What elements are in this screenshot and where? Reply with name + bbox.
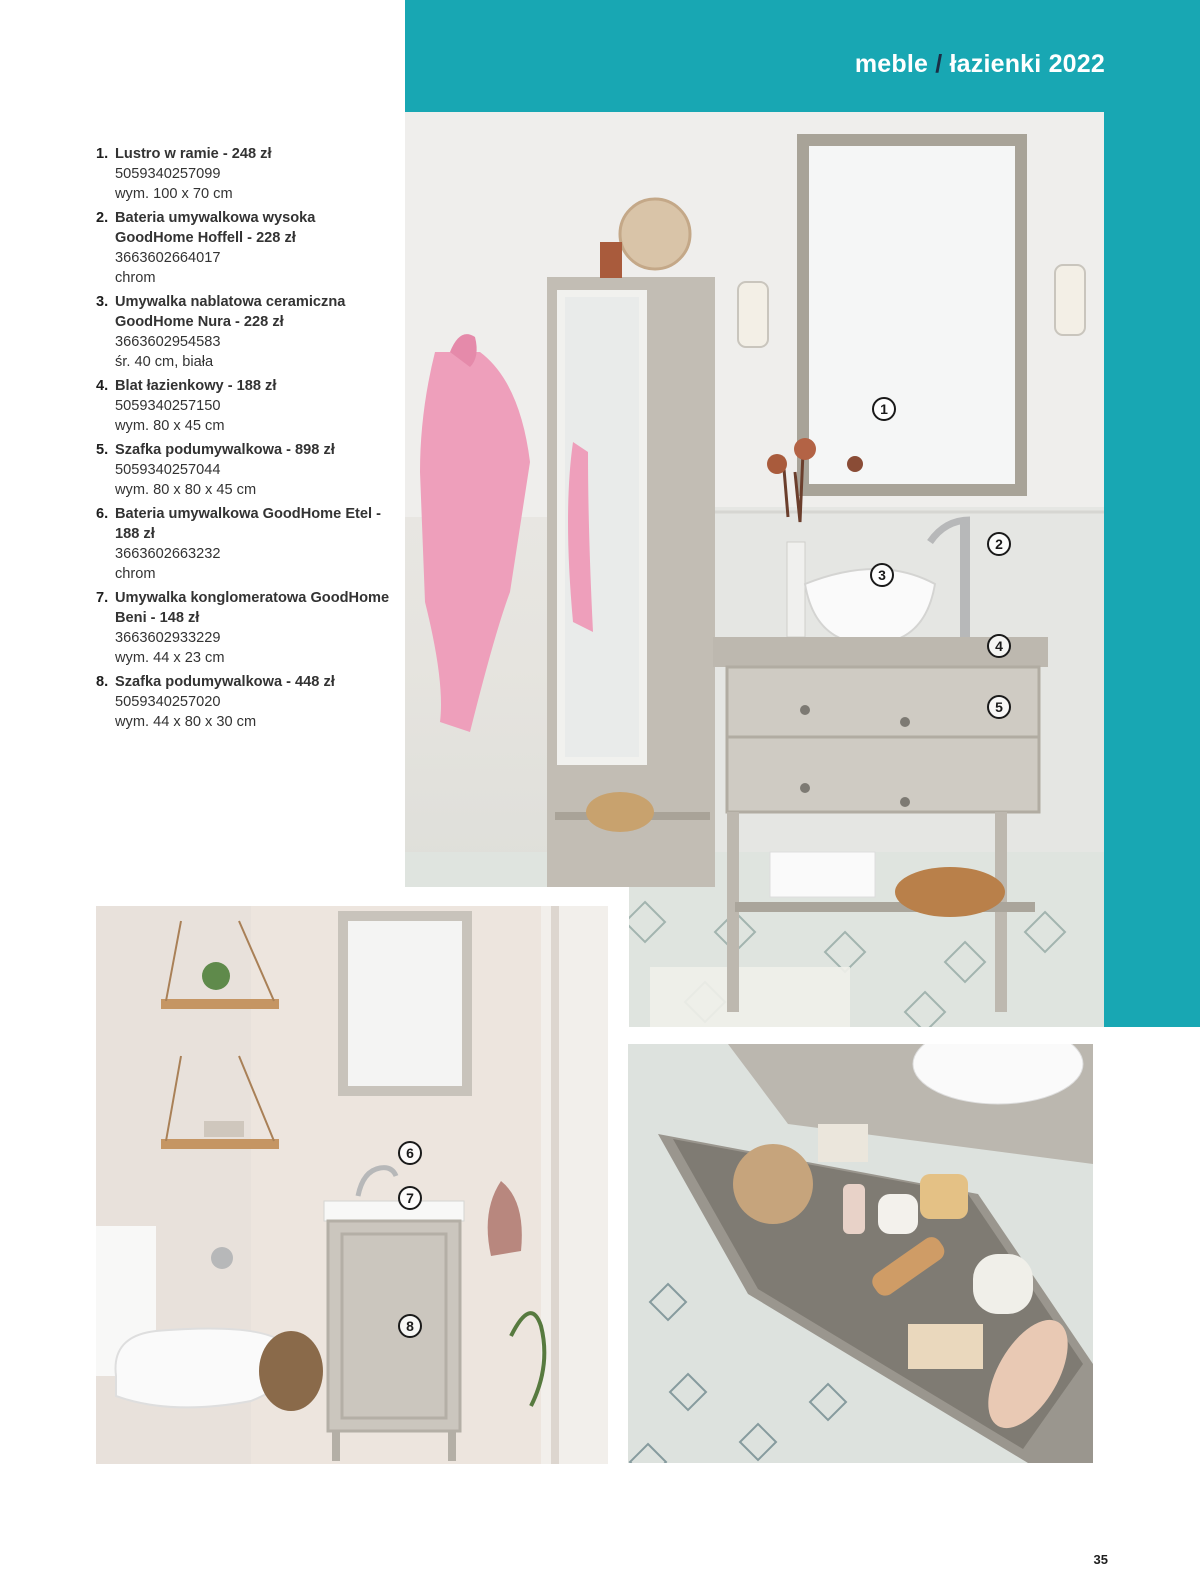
drawer-detail-illustration <box>628 1044 1093 1463</box>
product-name: Bateria umywalkowa GoodHome Etel - 188 zł <box>115 506 381 542</box>
product-ean: 3663602933229 <box>115 630 221 646</box>
product-detail: chrom <box>115 270 156 286</box>
product-ean: 3663602954583 <box>115 334 221 350</box>
product-detail: wym. 44 x 80 x 30 cm <box>115 714 257 730</box>
small-bathroom-illustration <box>96 906 608 1464</box>
product-ean: 3663602663232 <box>115 546 221 562</box>
product-item <box>96 144 396 204</box>
product-number: 4. <box>96 378 109 394</box>
callout-7: 7 <box>398 1186 422 1210</box>
product-item <box>96 588 396 668</box>
product-number: 3. <box>96 294 109 310</box>
product-ean: 3663602664017 <box>115 250 221 266</box>
product-detail: wym. 100 x 70 cm <box>115 186 233 202</box>
product-detail: wym. 80 x 45 cm <box>115 418 225 434</box>
product-detail: śr. 40 cm, biała <box>115 354 214 370</box>
product-number: 5. <box>96 442 109 458</box>
product-name: Umywalka konglomeratowa GoodHome Beni - 148 zł <box>115 590 390 626</box>
drawer-detail-photo <box>628 1044 1093 1463</box>
product-item <box>96 440 396 500</box>
callout-6: 6 <box>398 1141 422 1165</box>
callout-3: 3 <box>870 563 894 587</box>
callout-5: 5 <box>987 695 1011 719</box>
product-name: Umywalka nablatowa ceramiczna GoodHome Nura - 228 zł <box>115 294 346 330</box>
callout-1: 1 <box>872 397 896 421</box>
product-item <box>96 672 396 732</box>
callout-8: 8 <box>398 1314 422 1338</box>
product-number: 7. <box>96 590 109 606</box>
title-category: meble <box>854 50 929 78</box>
product-number: 1. <box>96 146 109 162</box>
product-item <box>96 504 396 584</box>
product-name: Szafka podumywalkowa - 448 zł <box>115 674 335 690</box>
product-number: 6. <box>96 506 109 522</box>
product-ean: 5059340257099 <box>115 166 221 182</box>
callout-2: 2 <box>987 532 1011 556</box>
small-bathroom-photo <box>96 906 608 1464</box>
product-detail: chrom <box>115 566 156 582</box>
product-name: Szafka podumywalkowa - 898 zł <box>115 442 335 458</box>
title-separator: / <box>928 50 950 78</box>
product-name: Blat łazienkowy - 188 zł <box>115 378 277 394</box>
product-name: Bateria umywalkowa wysoka GoodHome Hoffell - 228 zł <box>115 210 316 246</box>
product-number: 2. <box>96 210 109 226</box>
title-subcategory: łazienki 2022 <box>949 50 1105 78</box>
product-detail: wym. 80 x 80 x 45 cm <box>115 482 257 498</box>
product-item <box>96 208 396 288</box>
product-ean: 5059340257044 <box>115 462 221 478</box>
accent-side-band <box>1104 112 1200 1027</box>
page-number: 35 <box>1093 1552 1108 1567</box>
page-title <box>855 50 1105 79</box>
product-list <box>96 144 396 736</box>
product-item <box>96 292 396 372</box>
product-ean: 5059340257020 <box>115 694 221 710</box>
product-detail: wym. 44 x 23 cm <box>115 650 225 666</box>
product-item <box>96 376 396 436</box>
product-name: Lustro w ramie - 248 zł <box>115 146 272 162</box>
callout-4: 4 <box>987 634 1011 658</box>
product-ean: 5059340257150 <box>115 398 221 414</box>
product-number: 8. <box>96 674 109 690</box>
